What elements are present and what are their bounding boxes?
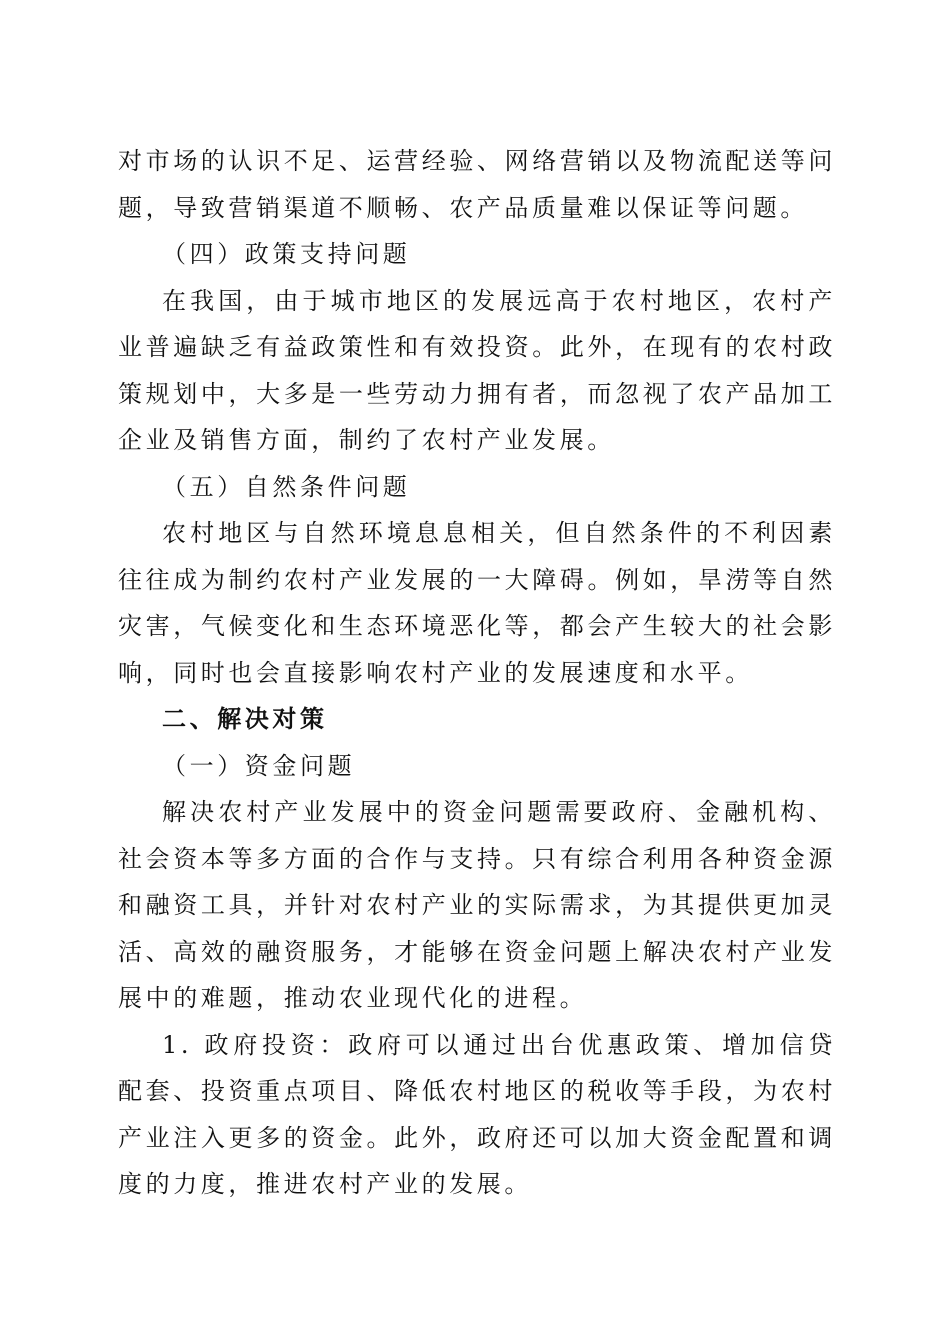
document-body [118, 138, 836, 1208]
subheading-natural-conditions: （五）自然条件问题 [162, 472, 411, 501]
paragraph-market-issues: 对市场的认识不足、运营经验、网络营销以及物流配送等问题，导致营销渠道不顺畅、农产品质量难以保证等问题。 [118, 147, 836, 222]
heading-solutions: 二、解决对策 [162, 705, 328, 733]
paragraph-funding: 解决农村产业发展中的资金问题需要政府、金融机构、社会资本等多方面的合作与支持。只有综合利用各种资金源和融资工具，并针对农村产业的实际需求，为其提供更加灵活、高效的融资服务，才能够在资金问题上解决农村产业发展中的难题，推动农业现代化的进程。 [118, 798, 836, 1012]
subheading-funding: （一）资金问题 [162, 751, 356, 780]
subheading-policy-support: （四）政策支持问题 [162, 240, 411, 268]
paragraph-natural-conditions: 农村地区与自然环境息息相关，但自然条件的不利因素往往成为制约农村产业发展的一大障碍。例如，旱涝等自然灾害，气候变化和生态环境恶化等，都会产生较大的社会影响，同时也会直接影响农村产业的发展速度和水平。 [118, 519, 836, 687]
paragraph-policy-support: 在我国，由于城市地区的发展远高于农村地区，农村产业普遍缺乏有益政策性和有效投资。此外，在现有的农村政策规划中，大多是一些劳动力拥有者，而忽视了农产品加工企业及销售方面，制约了农村产业发展。 [118, 286, 836, 454]
paragraph-government-investment: 1. 政府投资：政府可以通过出台优惠政策、增加信贷配套、投资重点项目、降低农村地区的税收等手段，为农村产业注入更多的资金。此外，政府还可以加大资金配置和调度的力度，推进农村产业的发展。 [118, 1030, 836, 1198]
